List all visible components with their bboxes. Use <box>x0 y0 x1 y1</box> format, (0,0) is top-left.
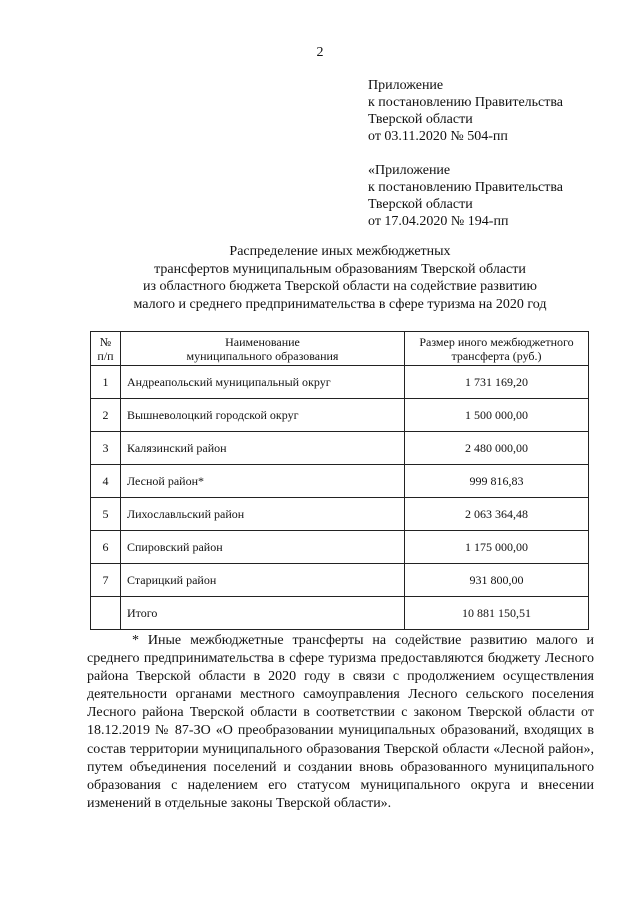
row-number: 5 <box>91 498 121 531</box>
table-row <box>91 531 589 564</box>
appendix-line: от 17.04.2020 № 194-пп <box>368 214 509 229</box>
header-municipality: Наименование муниципального образования <box>121 332 405 366</box>
appendix-reference-current <box>368 77 563 145</box>
table-header-row <box>91 332 589 366</box>
municipality-name: Лихославльский район <box>121 498 405 531</box>
appendix-line: к постановлению Правительства <box>368 95 564 110</box>
table-total-row <box>91 597 589 630</box>
footnote-text: * Иные межбюджетные трансферты на содействие развитию малого и среднего предпринимательства в сфере туризма предоставляются бюджету Лесного района Тверской области в 2020 году в связи с продолжением осуществления деятельности органами местного самоуправления Лесного сельского поселения Лесного района Тверской области в соответствии с законом Тверской области от 18.12.2019 № 87-ЗО «О преобразовании муниципальных образований, входящих в состав территории муниципального образования Тверской области «Лесной район», путем объединения поселений и создании вновь образованного муниципального образования с наделением его статусом муниципального округа и внесении изменений в отдельные законы Тверской области». <box>87 633 594 811</box>
appendix-line: к постановлению Правительства <box>368 180 564 195</box>
municipality-name: Вышневолоцкий городской округ <box>121 399 405 432</box>
header-number: № п/п <box>91 332 121 366</box>
transfer-amount: 1 175 000,00 <box>465 539 528 554</box>
appendix-line: «Приложение <box>368 163 451 178</box>
row-number: 2 <box>91 399 121 432</box>
row-number: 6 <box>91 531 121 564</box>
table-row <box>91 498 589 531</box>
table-row <box>91 399 589 432</box>
municipality-name: Старицкий район <box>121 564 405 597</box>
row-number: 3 <box>91 432 121 465</box>
distribution-table <box>90 331 589 630</box>
table-row <box>91 465 589 498</box>
table-row <box>91 366 589 399</box>
municipality-name: Спировский район <box>121 531 405 564</box>
appendix-reference-original <box>368 162 563 230</box>
total-label: Итого <box>121 597 405 630</box>
total-number-cell <box>91 597 121 630</box>
table-row <box>91 432 589 465</box>
transfer-amount: 2 063 364,48 <box>465 506 528 521</box>
title-line: из областного бюджета Тверской области на содействие развитию <box>142 279 538 294</box>
row-number: 1 <box>91 366 121 399</box>
header-amount: Размер иного межбюджетного трансферта (руб.) <box>405 332 589 366</box>
footnote <box>87 632 594 813</box>
row-number: 7 <box>91 564 121 597</box>
page-number: 2 <box>316 45 324 60</box>
table-row <box>91 564 589 597</box>
transfer-amount: 2 480 000,00 <box>465 440 528 455</box>
appendix-line: от 03.11.2020 № 504-пп <box>368 129 508 144</box>
appendix-line: Тверской области <box>368 112 473 127</box>
row-number: 4 <box>91 465 121 498</box>
transfer-amount: 999 816,83 <box>469 473 524 488</box>
municipality-name: Калязинский район <box>121 432 405 465</box>
title-line: Распределение иных межбюджетных <box>229 244 451 259</box>
municipality-name: Лесной район* <box>121 465 405 498</box>
title-line: малого и среднего предпринимательства в сфере туризма на 2020 год <box>133 296 547 312</box>
transfer-amount: 931 800,00 <box>469 572 524 587</box>
municipality-name: Андреапольский муниципальный округ <box>121 366 405 399</box>
transfer-amount: 1 500 000,00 <box>465 407 528 422</box>
document-title <box>60 243 620 313</box>
appendix-line: Тверской области <box>368 197 473 212</box>
appendix-line: Приложение <box>368 78 444 93</box>
total-amount: 10 881 150,51 <box>462 605 531 620</box>
title-line: трансфертов муниципальным образованиям Тверской области <box>154 261 526 277</box>
transfer-amount: 1 731 169,20 <box>465 374 528 389</box>
